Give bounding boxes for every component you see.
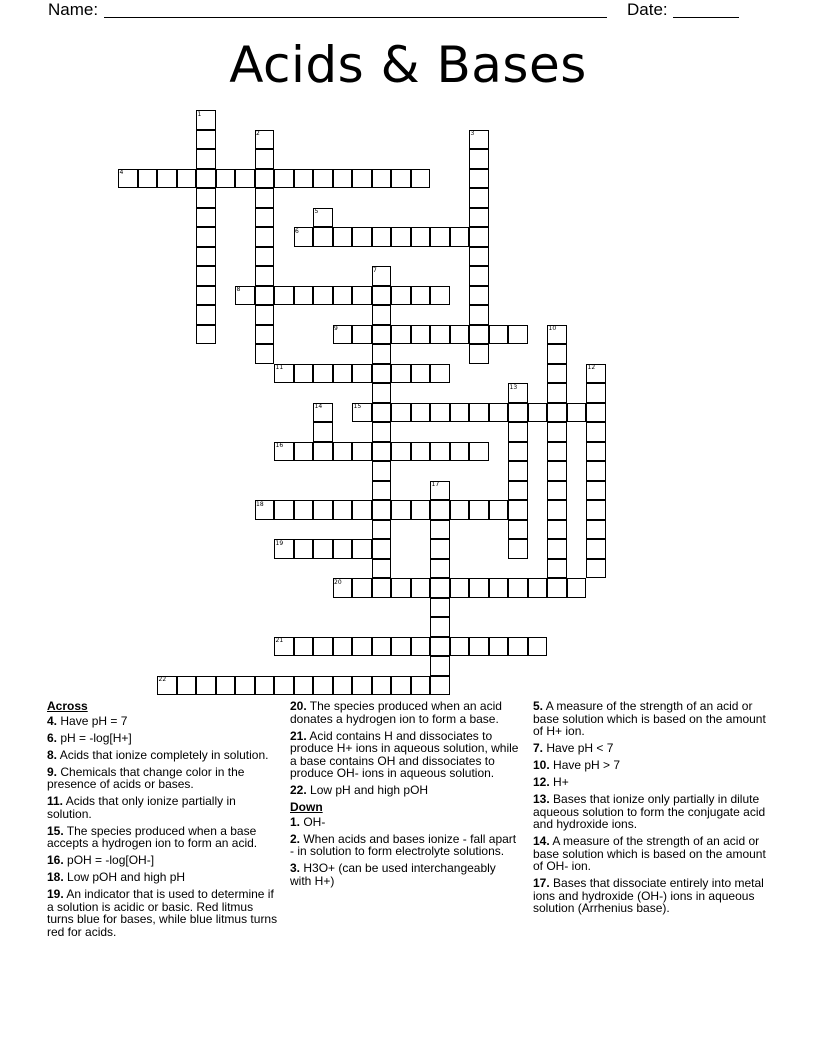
clue-number: 17 (431, 481, 440, 488)
crossword-cell[interactable] (469, 578, 489, 598)
crossword-cell[interactable] (391, 500, 411, 520)
crossword-cell[interactable] (430, 559, 450, 579)
crossword-cell[interactable] (430, 539, 450, 559)
clue-number: 10. (533, 758, 550, 772)
crossword-cell[interactable] (372, 481, 392, 501)
crossword-cell[interactable] (411, 169, 431, 189)
crossword-cell[interactable] (430, 676, 450, 696)
crossword-cell[interactable] (196, 149, 216, 169)
crossword-cell[interactable] (469, 247, 489, 267)
crossword-cell[interactable] (196, 227, 216, 247)
clue-number: 12 (587, 364, 596, 371)
crossword-cell[interactable] (372, 305, 392, 325)
clue-number: 22 (158, 676, 167, 683)
clue-text: Bases that ionize only partially in dilute aqueous solution to form the conjugate acid and hydroxide ions. (533, 792, 766, 831)
clue (47, 871, 282, 884)
clue-text: H3O+ (can be used interchangeably with H+) (290, 861, 496, 888)
crossword-cell[interactable] (333, 539, 353, 559)
clue-number: 22. (290, 783, 307, 797)
clue-number: 2. (290, 831, 301, 846)
page-title: Acids & Bases (229, 36, 587, 94)
clue-number: 3 (470, 130, 475, 137)
crossword-cell[interactable] (294, 364, 314, 384)
crossword-cell[interactable] (294, 286, 314, 306)
crossword-cell[interactable] (586, 461, 606, 481)
clue (47, 795, 282, 820)
clue (290, 700, 520, 725)
crossword-cell[interactable] (372, 676, 392, 696)
crossword-cell[interactable] (313, 676, 333, 696)
crossword-cell[interactable] (372, 227, 392, 247)
crossword-cell[interactable] (586, 383, 606, 403)
clue (290, 862, 520, 887)
crossword-cell[interactable] (586, 422, 606, 442)
crossword-cell[interactable] (313, 169, 333, 189)
crossword-cell[interactable] (352, 500, 372, 520)
crossword-cell[interactable] (352, 578, 372, 598)
clue-number: 1. (290, 814, 301, 829)
crossword-cell[interactable] (508, 422, 528, 442)
clue-text: An indicator that is used to determine if a solution is acidic or basic. Red litmus turns blue for bases, while blue litmus turns red for acids. (47, 887, 278, 939)
crossword-cell[interactable] (411, 676, 431, 696)
crossword-cell[interactable] (411, 637, 431, 657)
crossword-cell[interactable] (333, 286, 353, 306)
crossword-cell[interactable] (547, 442, 567, 462)
crossword-cell[interactable] (430, 442, 450, 462)
clue-number: 16. (47, 853, 64, 867)
clue (290, 816, 520, 829)
crossword-cell[interactable] (391, 637, 411, 657)
down-clue-list (290, 816, 520, 888)
clue (533, 793, 768, 831)
clue-text: OH- (300, 814, 326, 829)
crossword-cell[interactable] (508, 325, 528, 345)
crossword-cell[interactable] (469, 442, 489, 462)
clue-text: The species produced when an acid donates a hydrogen ion to form a base. (290, 699, 502, 726)
crossword-cell[interactable] (177, 676, 197, 696)
crossword-cell[interactable] (255, 227, 275, 247)
clue-text: Have pH = 7 (57, 713, 128, 728)
clue-number: 21. (290, 728, 307, 743)
crossword-cell[interactable] (430, 364, 450, 384)
crossword-cell[interactable] (333, 442, 353, 462)
crossword-cell[interactable] (196, 188, 216, 208)
crossword-cell[interactable] (469, 286, 489, 306)
clue-number: 4 (119, 169, 124, 176)
crossword-cell[interactable] (196, 208, 216, 228)
crossword-cell[interactable] (294, 500, 314, 520)
date-label: Date: (627, 0, 668, 19)
crossword-cell[interactable] (586, 403, 606, 423)
down-clue-list-continued (533, 700, 768, 915)
crossword-cell[interactable] (547, 500, 567, 520)
crossword-cell[interactable] (196, 676, 216, 696)
crossword-cell[interactable] (333, 500, 353, 520)
crossword-cell[interactable] (586, 539, 606, 559)
crossword-cell[interactable] (196, 266, 216, 286)
clue-number: 6. (47, 730, 58, 745)
crossword-cell[interactable] (294, 539, 314, 559)
crossword-cell[interactable] (274, 286, 294, 306)
crossword-cell[interactable] (547, 461, 567, 481)
crossword-cell[interactable] (352, 325, 372, 345)
crossword-cell[interactable] (430, 500, 450, 520)
clue (47, 825, 282, 850)
clue (47, 732, 282, 745)
crossword-cell[interactable] (255, 208, 275, 228)
clue (47, 854, 282, 867)
crossword-cell[interactable] (352, 442, 372, 462)
crossword-cell[interactable] (586, 481, 606, 501)
crossword-cell[interactable] (508, 520, 528, 540)
crossword-cell[interactable] (372, 539, 392, 559)
crossword-cell[interactable] (235, 169, 255, 189)
crossword-cell[interactable] (469, 344, 489, 364)
crossword-cell[interactable] (547, 520, 567, 540)
crossword-cell[interactable] (489, 578, 509, 598)
crossword-cell[interactable] (469, 403, 489, 423)
clue-number: 11 (275, 364, 284, 371)
crossword-cell[interactable] (372, 403, 392, 423)
crossword-cell[interactable] (469, 227, 489, 247)
clue-number: 7 (373, 266, 377, 274)
crossword-cell[interactable] (469, 305, 489, 325)
clue-number: 15. (47, 823, 64, 838)
crossword-cell[interactable] (372, 325, 392, 345)
crossword-cell[interactable] (508, 461, 528, 481)
clue-number: 8. (47, 747, 58, 762)
clue-number: 16 (275, 442, 284, 449)
across-heading: Across (47, 699, 88, 713)
crossword-cell[interactable] (372, 422, 392, 442)
crossword-cell[interactable] (196, 305, 216, 325)
crossword-cell[interactable] (391, 676, 411, 696)
crossword-cell[interactable] (216, 169, 236, 189)
crossword-cell[interactable] (313, 637, 333, 657)
crossword-cell[interactable] (547, 559, 567, 579)
clue-text: The species produced when a base accepts a hydrogen ion to form an acid. (47, 823, 258, 850)
crossword-cell[interactable] (469, 266, 489, 286)
clue-text: Low pOH and high pH (63, 870, 186, 884)
crossword-cell[interactable] (333, 364, 353, 384)
clue-number: 2 (256, 130, 260, 137)
crossword-cell[interactable] (313, 539, 333, 559)
clue-number: 8 (236, 286, 241, 293)
crossword-cell[interactable] (313, 227, 333, 247)
crossword-cell[interactable] (469, 208, 489, 228)
crossword-cell[interactable] (216, 676, 236, 696)
crossword-cell[interactable] (352, 676, 372, 696)
crossword-cell[interactable] (372, 383, 392, 403)
crossword-cell[interactable] (430, 617, 450, 637)
crossword-cell[interactable] (489, 403, 509, 423)
down-heading: Down (290, 800, 323, 814)
crossword-cell[interactable] (372, 442, 392, 462)
crossword-cell[interactable] (411, 325, 431, 345)
crossword-cell[interactable] (586, 520, 606, 540)
crossword-cell[interactable] (255, 149, 275, 169)
crossword-cell[interactable] (333, 637, 353, 657)
crossword-cell[interactable] (528, 637, 548, 657)
crossword-cell[interactable] (508, 637, 528, 657)
clue-number: 20 (334, 578, 342, 586)
crossword-cell[interactable] (235, 676, 255, 696)
crossword-cell[interactable] (450, 325, 470, 345)
clue-text: Have pH > 7 (549, 758, 621, 772)
clue (533, 759, 768, 772)
crossword-cell[interactable] (294, 637, 314, 657)
clue-number: 7. (533, 741, 544, 755)
clue-number: 9 (334, 325, 338, 332)
clue-text: Chemicals that change color in the presence of acids or bases. (47, 764, 245, 791)
crossword-cell[interactable] (196, 247, 216, 267)
crossword-cell[interactable] (430, 325, 450, 345)
clue (47, 766, 282, 791)
crossword-cell[interactable] (391, 227, 411, 247)
clue-number: 13 (509, 383, 518, 391)
clue-number: 15 (353, 403, 362, 410)
crossword-cell[interactable] (352, 364, 372, 384)
crossword-cell[interactable] (586, 442, 606, 462)
clue-text: Acids that ionize completely in solution. (57, 747, 269, 762)
crossword-cell[interactable] (547, 364, 567, 384)
clue (47, 888, 282, 938)
crossword-cell[interactable] (450, 500, 470, 520)
clue-number: 18. (47, 870, 64, 884)
clues-column-2 (290, 700, 520, 892)
clue-number: 19 (275, 539, 284, 547)
clue (47, 749, 282, 762)
crossword-cell[interactable] (450, 578, 470, 598)
crossword-cell[interactable] (352, 637, 372, 657)
crossword-cell[interactable] (274, 676, 294, 696)
crossword-cell[interactable] (255, 169, 275, 189)
crossword-cell[interactable] (196, 325, 216, 345)
crossword-cell[interactable] (411, 500, 431, 520)
crossword-cell[interactable] (469, 188, 489, 208)
crossword-cell[interactable] (547, 383, 567, 403)
crossword-cell[interactable] (528, 403, 548, 423)
clue (533, 742, 768, 755)
crossword-cell[interactable] (255, 266, 275, 286)
clue-text: H+ (549, 775, 569, 789)
crossword-cell[interactable] (352, 227, 372, 247)
clue-number: 1 (197, 110, 202, 118)
crossword-cell[interactable] (255, 188, 275, 208)
clue-text: When acids and bases ionize - fall apart - in solution to form electrolyte solutions. (290, 831, 517, 858)
clue-number: 13. (533, 792, 550, 806)
crossword-cell[interactable] (372, 286, 392, 306)
crossword-cell[interactable] (294, 442, 314, 462)
clue-text: Acids that only ionize partially in solution. (47, 794, 236, 821)
crossword-cell[interactable] (196, 169, 216, 189)
clue-number: 18 (256, 500, 264, 508)
crossword-cell[interactable] (450, 403, 470, 423)
clue-number: 21 (275, 637, 284, 644)
crossword-cell[interactable] (528, 578, 548, 598)
crossword-cell[interactable] (333, 169, 353, 189)
crossword-cell[interactable] (196, 286, 216, 306)
crossword-cell[interactable] (255, 247, 275, 267)
crossword-cell[interactable] (352, 169, 372, 189)
clues-column-3 (533, 700, 768, 919)
clue-number: 3. (290, 861, 301, 875)
crossword-cell[interactable] (372, 461, 392, 481)
crossword-cell[interactable] (430, 403, 450, 423)
crossword-cell[interactable] (313, 286, 333, 306)
crossword-cell[interactable] (391, 578, 411, 598)
crossword-cell[interactable] (372, 169, 392, 189)
crossword-cell[interactable] (547, 422, 567, 442)
crossword-cell[interactable] (547, 578, 567, 598)
crossword-cell[interactable] (372, 559, 392, 579)
crossword-cell[interactable] (547, 403, 567, 423)
crossword-cell[interactable] (547, 481, 567, 501)
crossword-cell[interactable] (547, 344, 567, 364)
crossword-cell[interactable] (255, 286, 275, 306)
crossword-cell[interactable] (391, 325, 411, 345)
crossword-cell[interactable] (391, 442, 411, 462)
crossword-cell[interactable] (411, 364, 431, 384)
crossword-cell[interactable] (430, 598, 450, 618)
crossword-cell[interactable] (274, 169, 294, 189)
crossword-cell[interactable] (469, 325, 489, 345)
crossword-cell[interactable] (391, 169, 411, 189)
crossword-cell[interactable] (450, 637, 470, 657)
clue-text: pOH = -log[OH-] (63, 853, 155, 867)
clue-number: 12. (533, 775, 550, 789)
crossword-cell[interactable] (586, 500, 606, 520)
crossword-cell[interactable] (313, 422, 333, 442)
crossword-cell[interactable] (450, 227, 470, 247)
crossword-cell[interactable] (352, 286, 372, 306)
crossword-cell[interactable] (255, 325, 275, 345)
crossword-cell[interactable] (430, 578, 450, 598)
crossword-cell[interactable] (177, 169, 197, 189)
clue-text: pH = -log[H+] (57, 730, 132, 745)
crossword-cell[interactable] (430, 520, 450, 540)
crossword-cell[interactable] (469, 149, 489, 169)
crossword-cell[interactable] (196, 130, 216, 150)
name-label: Name: (48, 0, 99, 19)
clue (47, 715, 282, 728)
crossword-cell[interactable] (411, 578, 431, 598)
crossword-cell[interactable] (372, 500, 392, 520)
clue-number: 17. (533, 876, 550, 890)
crossword-cell[interactable] (313, 364, 333, 384)
crossword-cell[interactable] (508, 539, 528, 559)
across-clue-list (47, 715, 282, 939)
crossword-cell[interactable] (430, 656, 450, 676)
clue (290, 833, 520, 858)
crossword-cell[interactable] (372, 578, 392, 598)
clue (533, 835, 768, 873)
crossword-cell[interactable] (313, 500, 333, 520)
crossword-cell[interactable] (333, 227, 353, 247)
crossword-cell[interactable] (489, 637, 509, 657)
crossword-cell[interactable] (294, 676, 314, 696)
clue-text: Have pH < 7 (543, 741, 614, 755)
clue (533, 700, 768, 738)
crossword-cell[interactable] (567, 578, 587, 598)
crossword-cell[interactable] (411, 442, 431, 462)
crossword-cell[interactable] (430, 286, 450, 306)
crossword-cell[interactable] (450, 442, 470, 462)
clue-number: 9. (47, 764, 58, 779)
clue-text: Acid contains H and dissociates to produce H+ ions in aqueous solution, while a base contains OH and dissociates to produce OH- ions in aqueous solution. (290, 728, 519, 780)
crossword-cell[interactable] (508, 403, 528, 423)
crossword-cell[interactable] (372, 637, 392, 657)
crossword-cell[interactable] (352, 539, 372, 559)
crossword-cell[interactable] (508, 500, 528, 520)
crossword-cell[interactable] (508, 481, 528, 501)
crossword-cell[interactable] (313, 442, 333, 462)
clue-number: 14 (314, 403, 323, 410)
clue-number: 10 (548, 325, 557, 332)
clue (533, 776, 768, 789)
crossword-cell[interactable] (469, 169, 489, 189)
crossword-cell[interactable] (391, 286, 411, 306)
crossword-cell[interactable] (157, 169, 177, 189)
clue-number: 20. (290, 699, 307, 713)
crossword-cell[interactable] (333, 676, 353, 696)
crossword-cell[interactable] (255, 305, 275, 325)
clue-number: 4. (47, 713, 58, 728)
clues-column-1 (47, 700, 282, 943)
crossword-cell[interactable] (411, 286, 431, 306)
crossword-cell[interactable] (391, 403, 411, 423)
crossword-cell[interactable] (372, 520, 392, 540)
crossword-cell[interactable] (411, 403, 431, 423)
crossword-cell[interactable] (430, 227, 450, 247)
clue-text: Low pH and high pOH (306, 783, 429, 797)
crossword-cell[interactable] (489, 500, 509, 520)
clue-text: A measure of the strength of an acid or base solution which is based on the amount of OH- ion. (533, 834, 766, 873)
clue (290, 784, 520, 797)
crossword-cell[interactable] (274, 500, 294, 520)
clue-text: Bases that dissociate entirely into metal ions and hydroxide (OH-) ions in aqueous solution (Arrhenius base). (533, 876, 764, 915)
crossword-cell[interactable] (391, 364, 411, 384)
crossword-cell[interactable] (508, 442, 528, 462)
crossword-cell[interactable] (508, 578, 528, 598)
crossword-cell[interactable] (255, 344, 275, 364)
crossword-cell[interactable] (372, 364, 392, 384)
crossword-cell[interactable] (430, 637, 450, 657)
crossword-cell[interactable] (411, 227, 431, 247)
crossword-cell[interactable] (489, 325, 509, 345)
crossword-cell[interactable] (255, 676, 275, 696)
clue-number: 5 (314, 208, 319, 215)
clue (290, 730, 520, 780)
clue-text: A measure of the strength of an acid or base solution which is based on the amount of H+ ion. (533, 699, 766, 738)
crossword-cell[interactable] (372, 344, 392, 364)
clue-number: 5. (533, 699, 544, 713)
crossword-cell[interactable] (469, 637, 489, 657)
crossword-cell[interactable] (547, 539, 567, 559)
crossword-cell[interactable] (586, 559, 606, 579)
across-clue-list-continued (290, 700, 520, 797)
crossword-cell[interactable] (567, 403, 587, 423)
clue (533, 877, 768, 915)
clue-number: 14. (533, 834, 550, 848)
clue-number: 6 (295, 227, 299, 235)
crossword-cell[interactable] (294, 169, 314, 189)
crossword-cell[interactable] (469, 500, 489, 520)
clue-number: 19. (47, 887, 64, 901)
clue-number: 11. (47, 794, 64, 808)
crossword-cell[interactable] (138, 169, 158, 189)
